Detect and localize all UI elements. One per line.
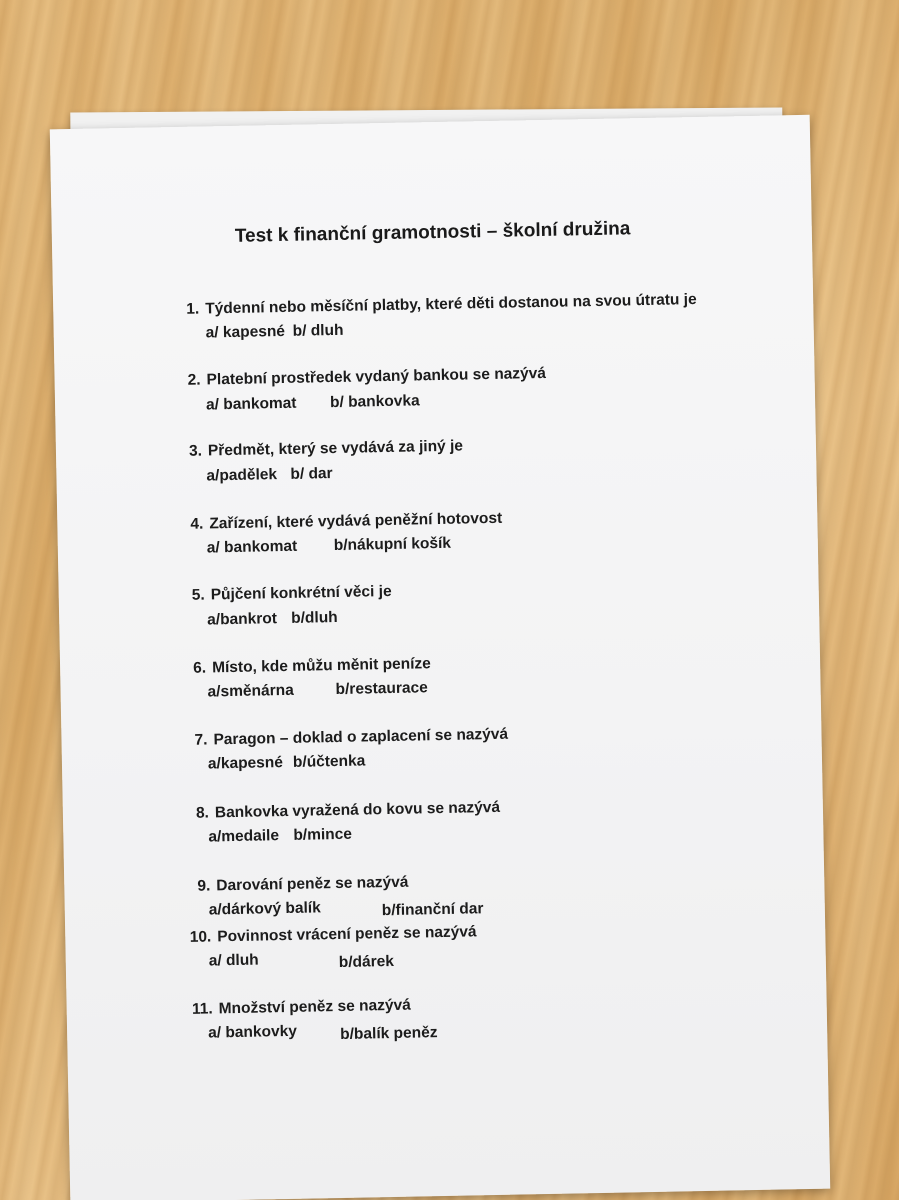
answer-option-b: b/účtenka (292, 752, 366, 771)
answer-option-b: b/balík peněz (340, 1024, 438, 1043)
answer-option-a: a/ bankovky (207, 1022, 298, 1042)
answer-option-a: a/dárkový balík (208, 899, 321, 919)
question-4 (177, 510, 502, 534)
question-number: 10. (189, 928, 212, 946)
answer-option-a: a/směnárna (207, 681, 294, 701)
question-number: 5. (191, 586, 205, 604)
question-text: Povinnost vrácení peněz se nazývá (217, 923, 477, 946)
answer-option-b: b/dluh (291, 608, 338, 627)
question-text: Bankovka vyražená do kovu se nazývá (214, 798, 501, 822)
question-text: Množství peněz se nazývá (218, 996, 411, 1018)
question-text: Paragon – doklad o zaplacení se nazývá (213, 725, 509, 749)
question-11 (187, 997, 411, 1019)
question-number: 4. (190, 515, 204, 533)
question-6 (180, 655, 431, 678)
question-text: Půjčení konkrétní věci je (210, 582, 392, 604)
answer-option-b: b/ bankovka (329, 392, 420, 412)
question-number: 2. (187, 371, 201, 389)
test-sheet (50, 115, 830, 1200)
question-2 (174, 365, 546, 390)
question-10 (185, 923, 477, 947)
answer-option-b: b/ dar (290, 465, 333, 483)
answer-option-a: a/ bankomat (206, 537, 298, 557)
question-text: Týdenní nebo měsíční platby, které děti dostanou na svou útratu je (205, 291, 697, 318)
question-9 (184, 874, 408, 896)
question-3 (176, 438, 463, 462)
question-number: 3. (188, 442, 203, 460)
answer-option-b: b/dárek (338, 952, 395, 971)
question-text: Darování peněz se nazývá (216, 873, 409, 895)
question-7 (181, 726, 508, 750)
question-number: 11. (191, 1000, 213, 1018)
question-5 (179, 583, 392, 605)
answer-option-a: a/ bankomat (205, 394, 297, 414)
answer-option-b: b/nákupní košík (333, 534, 452, 555)
answer-option-a: a/ dluh (208, 951, 259, 970)
question-text: Zařízení, které vydává peněžní hotovost (209, 509, 503, 533)
answer-option-a: a/medaile (208, 827, 280, 846)
answer-option-a: a/bankrot (207, 610, 278, 629)
question-8 (183, 799, 500, 823)
document-title: Test k finanční gramotnosti – školní družina (234, 218, 631, 247)
question-text: Předmět, který se vydává za jiný je (207, 437, 464, 460)
answer-option-b: b/ dluh (292, 321, 344, 340)
question-number: 9. (197, 877, 211, 895)
question-number: 1. (186, 300, 200, 318)
question-number: 6. (193, 659, 207, 677)
answer-option-a: a/padělek (206, 466, 278, 485)
question-text: Platební prostředek vydaný bankou se nazývá (206, 364, 547, 389)
answer-option-b: b/finanční dar (381, 900, 484, 920)
answer-option-a: a/kapesné (207, 754, 284, 773)
question-number: 8. (195, 804, 210, 822)
question-number: 7. (194, 731, 208, 749)
answer-option-a: a/ kapesné (205, 322, 286, 342)
answer-option-b: b/mince (293, 825, 353, 844)
answer-option-b: b/restaurace (335, 679, 428, 699)
question-text: Místo, kde můžu měnit peníze (211, 655, 432, 677)
question-1 (173, 291, 697, 319)
